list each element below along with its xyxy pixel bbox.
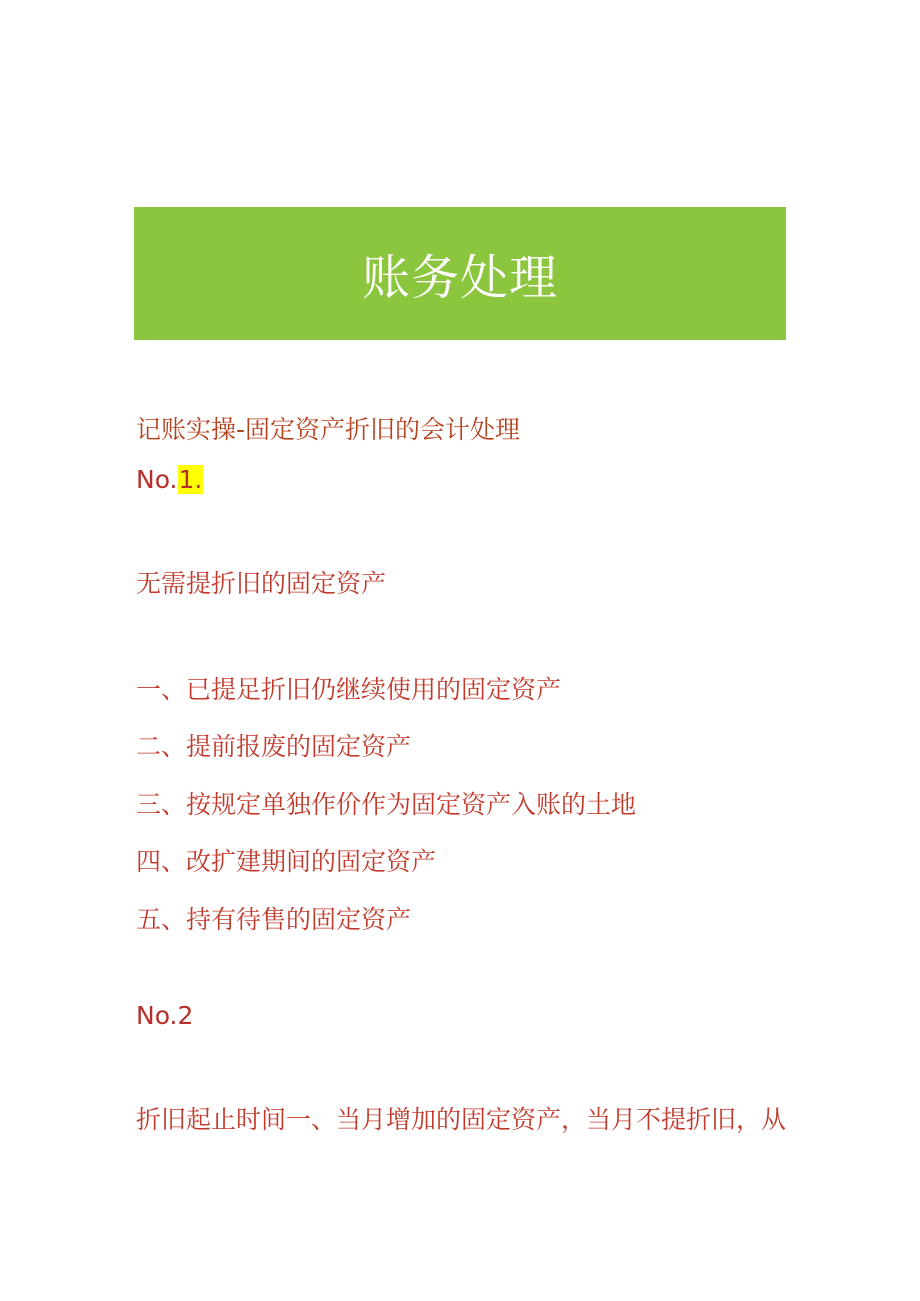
title-banner xyxy=(134,207,786,340)
section-1-prefix: No. xyxy=(136,465,178,494)
banner-title: 账务处理 xyxy=(361,250,558,306)
list-item: 三、按规定单独作价作为固定资产入账的土地 xyxy=(136,790,637,819)
list-item: 五、持有待售的固定资产 xyxy=(136,905,412,934)
section-1-number: 1. xyxy=(178,465,203,494)
section-2-text: 折旧起止时间一、当月增加的固定资产，当月不提折旧，从 xyxy=(136,1105,787,1134)
list-item: 一、已提足折旧仍继续使用的固定资产 xyxy=(136,675,562,704)
list-item: 四、改扩建期间的固定资产 xyxy=(136,847,437,876)
list-item: 二、提前报废的固定资产 xyxy=(136,732,412,761)
section-1-label xyxy=(136,464,203,496)
section-2-label: No.2 xyxy=(136,1001,194,1030)
article-subtitle: 记账实操-固定资产折旧的会计处理 xyxy=(136,415,521,444)
section-1-heading: 无需提折旧的固定资产 xyxy=(136,569,387,598)
